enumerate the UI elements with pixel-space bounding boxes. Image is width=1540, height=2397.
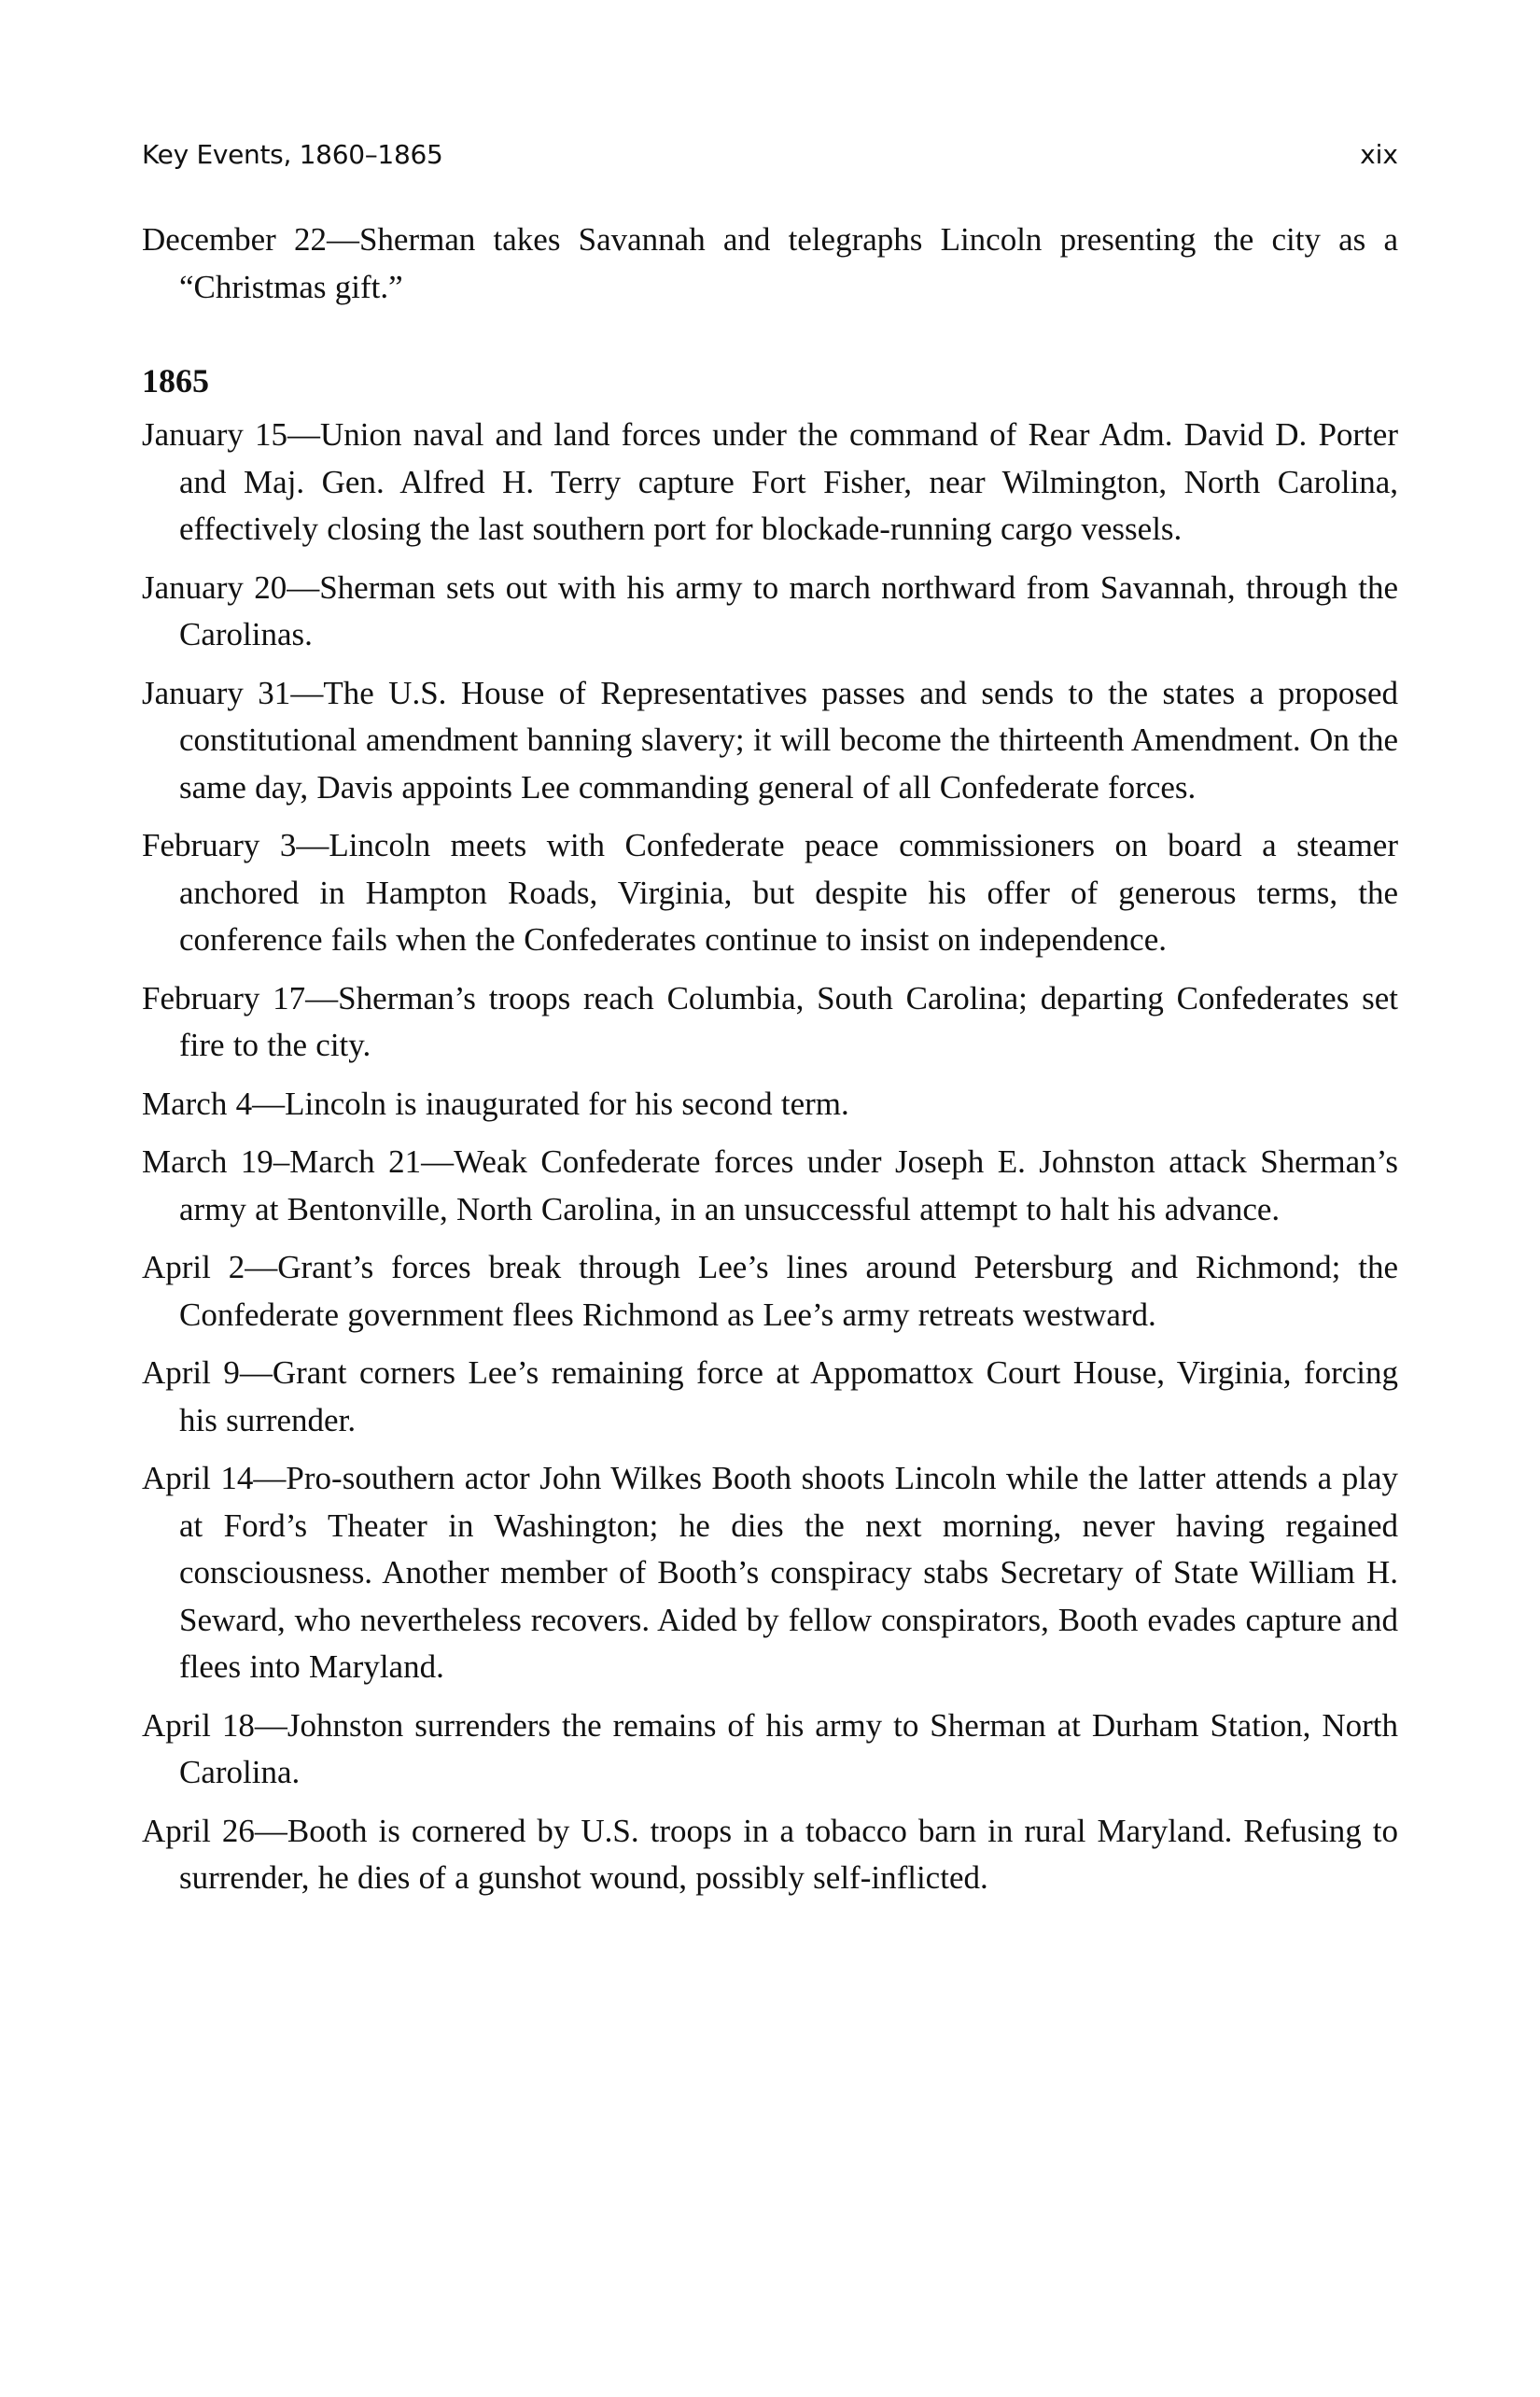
running-head: [142, 136, 1398, 174]
entry-text: Weak Confederate forces under Joseph E. Johnston attack Sherman’s army at Bentonville, North Carolina, in an unsuccessful attempt to halt his advance.: [179, 1143, 1398, 1227]
year-heading: 1865: [142, 362, 209, 400]
entry-text: Union naval and land forces under the command of Rear Adm. David D. Porter and Maj. Gen. Alfred H. Terry capture Fort Fisher, near Wilmington, North Carolina, effectively closing the last southern port for blockade-running cargo vessels.: [179, 416, 1398, 547]
entry-date: April 2: [142, 1249, 245, 1285]
entry-text: Lincoln is inaugurated for his second term.: [285, 1085, 849, 1122]
chronology-entry: [142, 1703, 1398, 1797]
entry-text: Johnston surrenders the remains of his army to Sherman at Durham Station, North Carolina.: [179, 1706, 1398, 1790]
em-dash: —: [421, 1143, 455, 1180]
chronology-body: [142, 217, 1398, 1913]
entry-text: Booth is cornered by U.S. troops in a tobacco barn in rural Maryland. Refusing to surrender, he dies of a gunshot wound, possibly self-inflicted.: [179, 1812, 1398, 1896]
entry-text: Grant corners Lee’s remaining force at Appomattox Court House, Virginia, forcing his surrender.: [179, 1354, 1398, 1438]
chronology-entry: [142, 670, 1398, 812]
entry-text: Lincoln meets with Confederate peace commissioners on board a steamer anchored in Hampton Roads, Virginia, but despite his offer of generous terms, the conference fails when the Confederates continue to insist on independence.: [179, 827, 1398, 958]
page-number: xix: [1360, 139, 1398, 170]
em-dash: —: [245, 1249, 278, 1285]
em-dash: —: [287, 568, 320, 606]
em-dash: —: [305, 979, 339, 1016]
entry-date: April 26: [142, 1812, 255, 1849]
em-dash: —: [254, 1706, 287, 1744]
entry-text: Pro-southern actor John Wilkes Booth shoots Lincoln while the latter attends a play at Ford’s Theater in Washington; he dies the next morning, never having regained consciousness. Another member of Booth’s conspiracy stabs Secretary of State William H. Seward, who nevertheless recovers. Aided by fellow conspirators, Booth evades capture and flees into Maryland.: [179, 1460, 1398, 1685]
entry-date: January 15: [142, 416, 287, 453]
entry-date: December 22: [142, 221, 327, 258]
em-dash: —: [296, 827, 329, 863]
entry-date: April 9: [142, 1354, 240, 1391]
em-dash: —: [290, 674, 324, 711]
em-dash: —: [252, 1085, 286, 1122]
em-dash: —: [254, 1812, 287, 1849]
chronology-entries: [142, 412, 1398, 1902]
em-dash: —: [239, 1354, 273, 1391]
chronology-entry: [142, 217, 1398, 311]
entry-date: March 19–March 21: [142, 1143, 422, 1180]
chronology-entry: [142, 1455, 1398, 1691]
entry-text: Sherman takes Savannah and telegraphs Lincoln presenting the city as a “Christmas gift.”: [179, 221, 1398, 305]
entry-date: January 31: [142, 674, 291, 711]
entry-date: February 3: [142, 827, 297, 863]
entry-text: Sherman’s troops reach Columbia, South Carolina; departing Confederates set fire to the city.: [179, 979, 1398, 1063]
entry-text: Grant’s forces break through Lee’s lines around Petersburg and Richmond; the Confederate government flees Richmond as Lee’s army retreats westward.: [179, 1249, 1398, 1333]
chronology-entry: [142, 1139, 1398, 1233]
chronology-entry: [142, 1081, 1398, 1128]
entry-text: The U.S. House of Representatives passes and sends to the states a proposed constitutional amendment banning slavery; it will become the thirteenth Amendment. On the same day, Davis appoints Lee commanding general of all Confederate forces.: [179, 674, 1398, 806]
entry-date: March 4: [142, 1085, 253, 1122]
chronology-entry: [142, 1244, 1398, 1339]
entry-date: April 14: [142, 1460, 254, 1496]
em-dash: —: [287, 416, 320, 453]
running-head-title: Key Events, 1860–1865: [142, 139, 443, 170]
chronology-entry: [142, 565, 1398, 659]
chronology-entry: [142, 975, 1398, 1070]
em-dash: —: [253, 1460, 287, 1496]
chronology-entry: [142, 822, 1398, 964]
chronology-entry: [142, 412, 1398, 554]
chronology-entry: [142, 1808, 1398, 1902]
chronology-entry: [142, 1350, 1398, 1444]
entry-date: February 17: [142, 979, 306, 1016]
entry-text: Sherman sets out with his army to march northward from Savannah, through the Carolinas.: [179, 568, 1398, 652]
entry-date: January 20: [142, 568, 287, 606]
em-dash: —: [326, 221, 359, 258]
entry-date: April 18: [142, 1706, 255, 1744]
